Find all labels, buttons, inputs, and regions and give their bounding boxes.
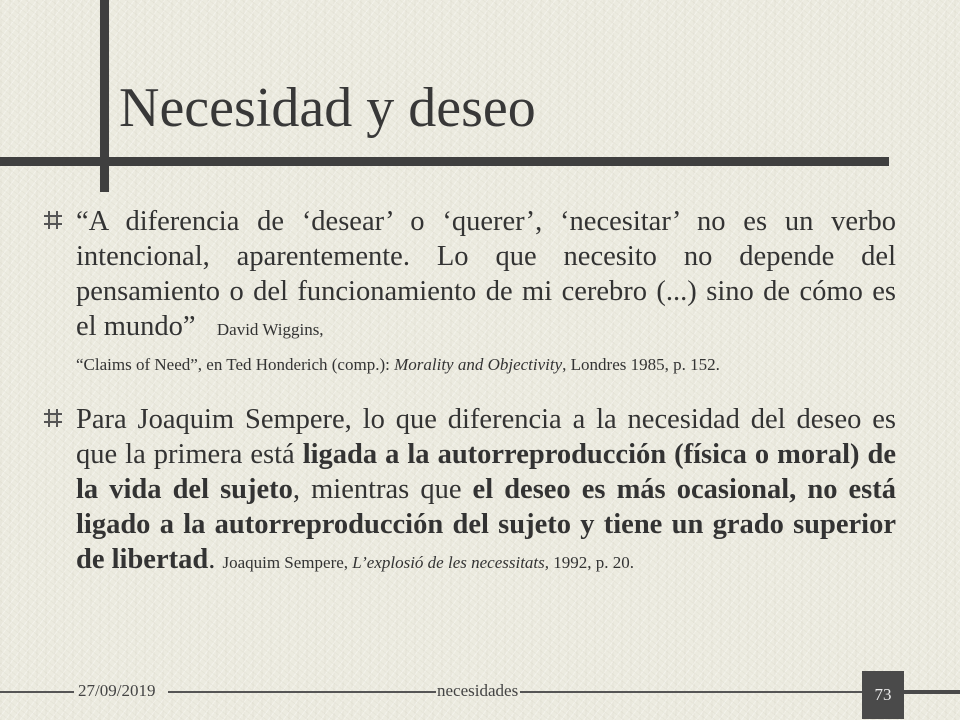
bullet-icon [44, 211, 62, 229]
sempere-bold-1: ligada a la autorreproducción (física o moral) de la vida del sujeto [76, 439, 896, 505]
quote-paragraph [76, 204, 896, 379]
footer-divider [168, 691, 436, 693]
sempere-cite-title: L’explosió de les necessitats, [352, 553, 550, 572]
sempere-cite-author: Joaquim Sempere, [222, 553, 353, 572]
footer-divider [904, 690, 960, 694]
footer-divider [0, 691, 74, 693]
sempere-text-2: , mientras que [292, 474, 473, 505]
quote-source-prefix: “Claims of Need”, en Ted Honderich (comp.): [76, 355, 395, 374]
wiggins-quote: “A diferencia de ‘desear’ o ‘querer’, ‘necesitar’ no es un verbo intencional, aparentemente. Lo que necesito no depende del pensamiento o del funcionamiento de mi cerebro (...) sino de cómo es el mundo” [76, 206, 896, 342]
sempere-cite-suffix: 1992, p. 20. [549, 553, 635, 572]
footer-date: 27/09/2019 [78, 681, 156, 700]
sempere-paragraph [76, 402, 896, 577]
bullet-icon [44, 409, 62, 427]
slide-title: Necesidad y deseo [119, 77, 536, 139]
quote-author: David Wiggins, [216, 320, 324, 339]
sempere-text-1: Para Joaquim Sempere, lo que diferencia a la necesidad del deseo es que la primera está [76, 404, 896, 470]
sempere-bold-2: el deseo es más ocasional, no está ligado a la autorreproducción del sujeto y tiene un grado superior de libertad [76, 474, 896, 575]
footer-divider [520, 691, 862, 693]
sempere-text-3: . [208, 544, 223, 575]
footer-topic: necesidades [437, 681, 519, 700]
quote-source-suffix: , Londres 1985, p. 152. [562, 355, 720, 374]
title-underline-bar [0, 157, 889, 166]
quote-source-title: Morality and Objectivity [394, 355, 563, 374]
slide-number: 73 [862, 671, 904, 719]
